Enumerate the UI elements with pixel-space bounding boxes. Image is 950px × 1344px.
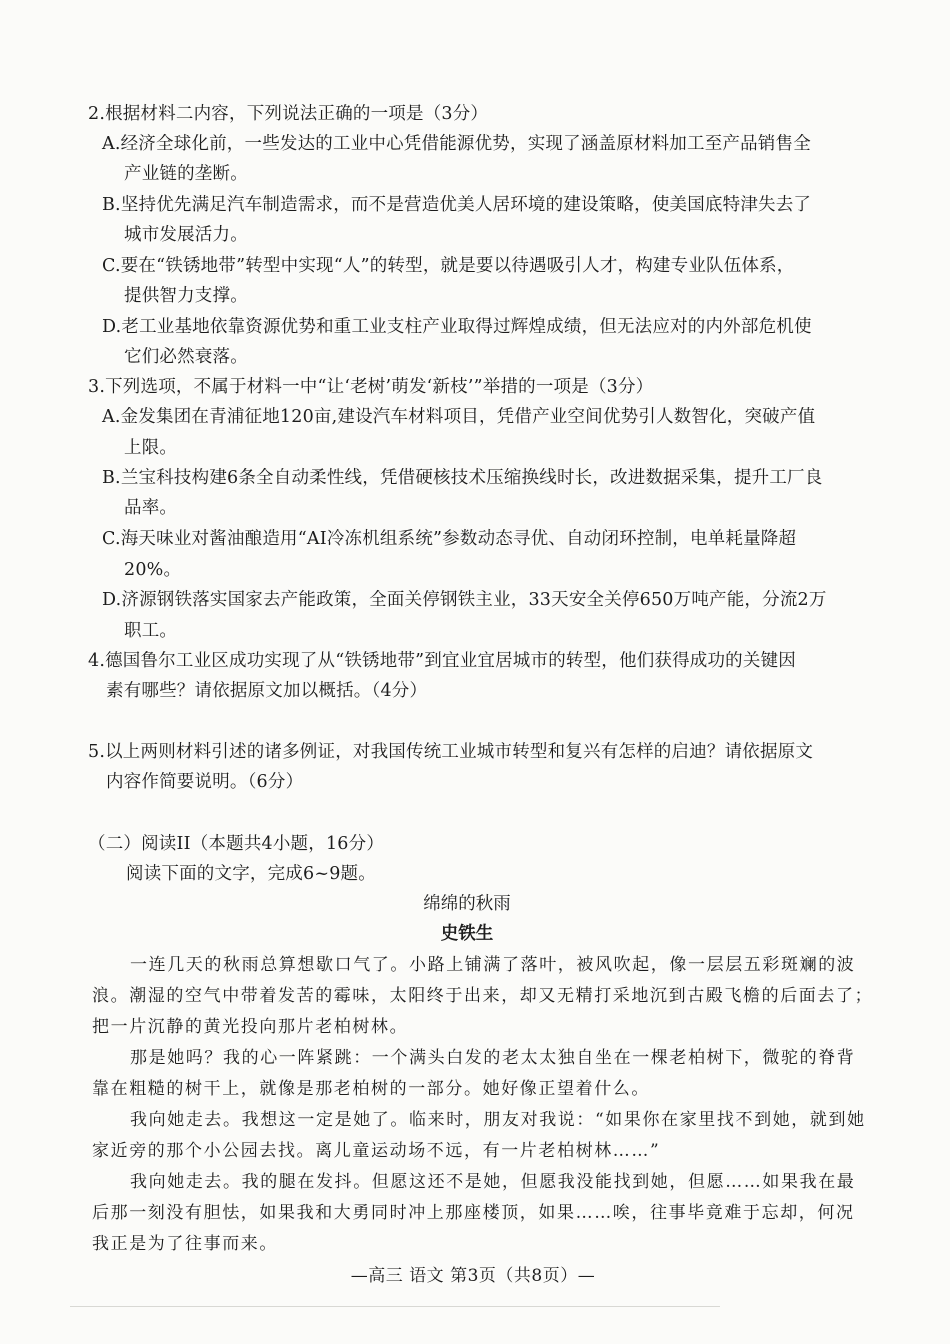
q2-option-a-cont: 产业链的垄断。 xyxy=(124,164,248,184)
q3-option-b-cont: 品率。 xyxy=(124,498,178,518)
story-title: 绵绵的秋雨 xyxy=(423,894,511,914)
q5-stem-cont: 内容作简要说明。（6分） xyxy=(106,772,304,792)
story-author: 史铁生 xyxy=(440,924,494,944)
section-instruction: 阅读下面的文字，完成6~9题。 xyxy=(126,864,376,884)
q3-option-d: D.济源钢铁落实国家去产能政策，全面关停钢铁主业，33天安全关停650万吨产能，分流2万 xyxy=(102,590,827,610)
story-p3-line1: 我向她走去。我想这一定是她了。临来时，朋友对我说：“如果你在家里找不到她，就到她 xyxy=(130,1110,866,1130)
q3-option-b: B.兰宝科技构建6条全自动柔性线，凭借硬核技术压缩换线时长，改进数据采集，提升工厂良 xyxy=(102,468,823,488)
story-p4-line2: 后那一刻没有胆怯，如果我和大勇同时冲上那座楼顶，如果……唉，往事毕竟难于忘却，何况 xyxy=(92,1203,855,1223)
q3-option-d-cont: 职工。 xyxy=(124,621,178,641)
story-p4-line1: 我向她走去。我的腿在发抖。但愿这还不是她，但愿我没能找到她，但愿……如果我在最 xyxy=(130,1172,856,1192)
story-p1-line1: 一连几天的秋雨总算想歇口气了。小路上铺满了落叶，被风吹起，像一层层五彩斑斓的波 xyxy=(130,955,856,975)
q4-stem: 4.德国鲁尔工业区成功实现了从“铁锈地带”到宜业宜居城市的转型，他们获得成功的关键因 xyxy=(88,651,796,671)
story-p1-line2: 浪。潮湿的空气中带着发苦的霉味，太阳终于出来，却又无精打采地沉到古殿飞檐的后面去了； xyxy=(92,986,874,1006)
q2-option-d: D.老工业基地依靠资源优势和重工业支柱产业取得过辉煌成绩，但无法应对的内外部危机使 xyxy=(102,317,812,337)
q2-option-d-cont: 它们必然衰落。 xyxy=(124,347,248,367)
q2-option-a: A.经济全球化前，一些发达的工业中心凭借能源优势，实现了涵盖原材料加工至产品销售全 xyxy=(102,134,811,154)
story-p2-line2: 靠在粗糙的树干上，就像是那老柏树的一部分。她好像正望着什么。 xyxy=(92,1079,650,1099)
bottom-divider xyxy=(70,1306,720,1307)
q3-stem: 3.下列选项，不属于材料一中“让‘老树’萌发‘新枝’”举措的一项是（3分） xyxy=(88,377,654,397)
q3-option-a: A.金发集团在青浦征地120亩,建设汽车材料项目，凭借产业空间优势引人数智化，突破产值 xyxy=(102,407,816,427)
page-footer: —高三 语文 第3页（共8页）— xyxy=(350,1266,596,1286)
story-p2-line1: 那是她吗？我的心一阵紧跳：一个满头白发的老太太独自坐在一棵老柏树下，微驼的脊背 xyxy=(130,1048,856,1068)
q3-option-a-cont: 上限。 xyxy=(124,438,178,458)
q3-option-c: C.海天味业对酱油酿造用“AI冷冻机组系统”参数动态寻优、自动闭环控制，电单耗量降超 xyxy=(102,529,797,549)
section-heading: （二）阅读II（本题共4小题，16分） xyxy=(88,834,385,854)
story-p3-line2: 家近旁的那个小公园去找。离儿童运动场不远，有一片老柏树林……” xyxy=(92,1141,661,1161)
q2-option-b-cont: 城市发展活力。 xyxy=(124,225,248,245)
story-p4-line3: 我正是为了往事而来。 xyxy=(92,1234,278,1254)
q2-option-b: B.坚持优先满足汽车制造需求，而不是营造优美人居环境的建设策略，使美国底特津失去了 xyxy=(102,195,812,215)
story-p1-line3: 把一片沉静的黄光投向那片老柏树林。 xyxy=(92,1017,409,1037)
q2-option-c: C.要在“铁锈地带”转型中实现“人”的转型，就是要以待遇吸引人才，构建专业队伍体系， xyxy=(102,256,795,276)
q5-stem: 5.以上两则材料引述的诸多例证，对我国传统工业城市转型和复兴有怎样的启迪？请依据原文 xyxy=(88,742,814,762)
q2-option-c-cont: 提供智力支撑。 xyxy=(124,286,248,306)
q3-option-c-cont: 20%。 xyxy=(124,560,182,580)
q4-stem-cont: 素有哪些？请依据原文加以概括。（4分） xyxy=(106,681,428,701)
q2-stem: 2.根据材料二内容，下列说法正确的一项是（3分） xyxy=(88,104,489,124)
